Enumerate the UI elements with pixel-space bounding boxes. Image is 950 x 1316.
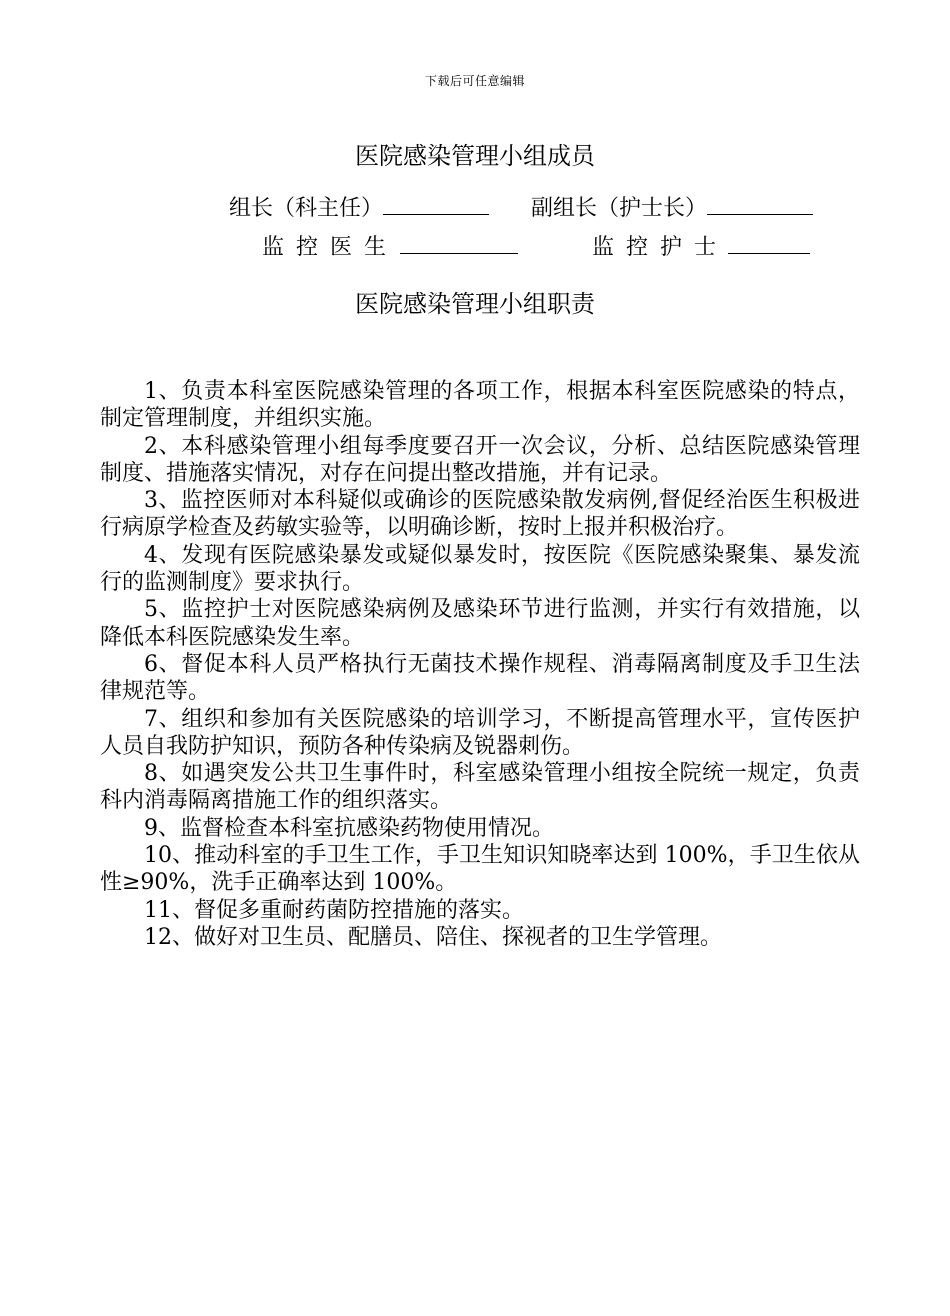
- leader-field: [229, 191, 489, 222]
- doctor-blank-line: [400, 233, 518, 254]
- members-title: 医院感染管理小组成员: [355, 142, 595, 170]
- leader-blank-line: [383, 194, 489, 215]
- duty-item: 11、督促多重耐药菌防控措施的落实。: [144, 897, 524, 923]
- duty-item: 10、推动科室的手卫生工作，手卫生知识知晓率达到 100%，手卫生依从性≥90%，洗手正确率达到 100%。: [100, 843, 860, 896]
- vice-leader-blank-line: [707, 194, 813, 215]
- duty-item: 6、督促本科人员严格执行无菌技术操作规程、消毒隔离制度及手卫生法律规范等。: [100, 651, 860, 705]
- duty-item: 12、做好对卫生员、配膳员、陪住、探视者的卫生学管理。: [144, 924, 722, 950]
- duty-item: 5、监控护士对医院感染病例及感染环节进行监测，并实行有效措施，以降低本科医院感染发生率。: [100, 597, 860, 650]
- doctor-field: [262, 230, 518, 261]
- doctor-label: 监控医生: [262, 235, 399, 260]
- duties-title: 医院感染管理小组职责: [355, 290, 595, 318]
- header-note: 下载后可任意编辑: [424, 74, 525, 88]
- leader-label: 组长（科主任）: [229, 196, 384, 221]
- duty-item: 7、组织和参加有关医院感染的培训学习，不断提高管理水平，宣传医护人员自我防护知识，预防各种传染病及锐器刺伤。: [100, 706, 860, 759]
- nurse-field: [592, 230, 810, 261]
- duty-item: 4、发现有医院感染暴发或疑似暴发时，按医院《医院感染聚集、暴发流行的监测制度》要求执行。: [100, 542, 860, 596]
- duties-list: [100, 378, 860, 951]
- vice-leader-label: 副组长（护士长）: [531, 196, 708, 221]
- nurse-label: 监控护士: [592, 235, 729, 260]
- duty-item: 9、监督检查本科室抗感染药物使用情况。: [144, 815, 554, 841]
- duty-item: 3、监控医师对本科疑似或确诊的医院感染散发病例,督促经治医生积极进行病原学检查及药敏实验等，以明确诊断，按时上报并积极治疗。: [100, 488, 860, 541]
- duty-item: 2、本科感染管理小组每季度要召开一次会议，分析、总结医院感染管理制度、措施落实情况，对存在问提出整改措施，并有记录。: [100, 433, 860, 486]
- vice-leader-field: [531, 191, 813, 222]
- duty-item: 8、如遇突发公共卫生事件时，科室感染管理小组按全院统一规定，负责科内消毒隔离措施工作的组织落实。: [100, 761, 860, 814]
- duty-item: 1、负责本科室医院感染管理的各项工作，根据本科室医院感染的特点，制定管理制度，并组织实施。: [100, 379, 860, 432]
- nurse-blank-line: [728, 233, 810, 254]
